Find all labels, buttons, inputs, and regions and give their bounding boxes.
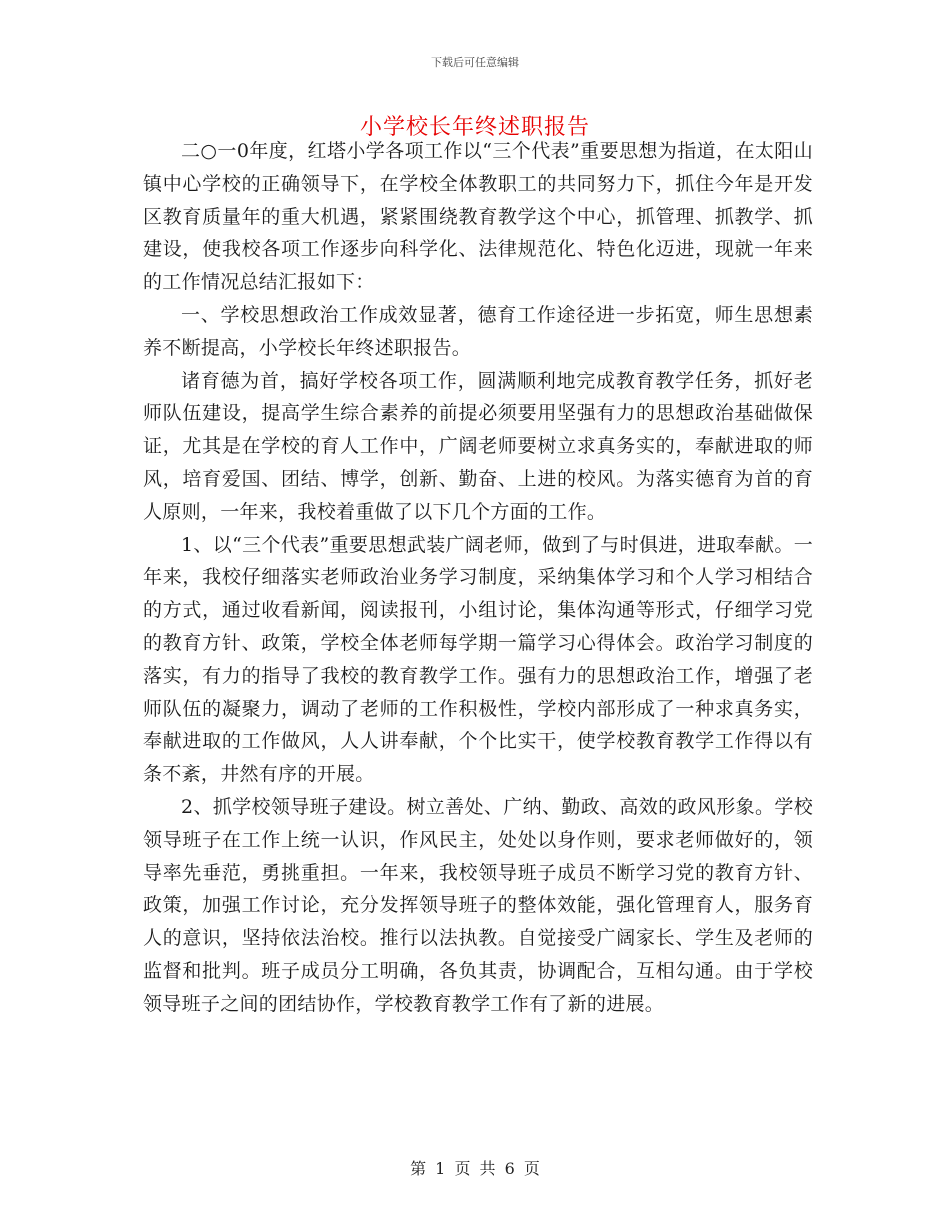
document-title: 小学校长年终述职报告 [359, 115, 590, 140]
paragraph-item-1: 1、以“三个代表”重要思想武装广阔老师，做到了与时俱进，进取奉献。一年来，我校仔细落实老师政治业务学习制度，采纳集体学习和个人学习相结合的方式，通过收看新闻，阅读报刊，小组讨论，集体沟通等形式，仔细学习党的教育方针、政策，学校全体老师每学期一篇学习心得体会。政治学习制度的落实，有力的指导了我校的教育教学工作。强有力的思想政治工作，增强了老师队伍的凝聚力，调动了老师的工作积极性，学校内部形成了一种求真务实，奉献进取的工作做风，人人讲奉献，个个比实干，使学校教育教学工作得以有条不紊，井然有序的开展。 [143, 533, 813, 786]
paragraph-item-2: 2、抓学校领导班子建设。树立善处、广纳、勤政、高效的政风形象。学校领导班子在工作上统一认识，作风民主，处处以身作则，要求老师做好的，领导率先垂范，勇挑重担。一年来，我校领导班子成员不断学习党的教育方针、政策，加强工作讨论，充分发挥领导班子的整体效能，强化管理育人，服务育人的意识，坚持依法治校。推行以法执教。自觉接受广阔家长、学生及老师的监督和批判。班子成员分工明确，各负其责，协调配合，互相勾通。由于学校领导班子之间的团结协作，学校教育教学工作有了新的进展。 [143, 795, 813, 1015]
page-number: 第 1 页 共 6 页 [410, 1159, 540, 1178]
paragraph-section-one: 一、学校思想政治工作成效显著，德育工作途径进一步拓宽，师生思想素养不断提高，小学校长年终述职报告。 [143, 303, 813, 359]
paragraph-intro: 二○一0年度，红塔小学各项工作以“三个代表”重要思想为指道，在太阳山镇中心学校的正确领导下，在学校全体教职工的共同努力下，抓住今年是开发区教育质量年的重大机遇，紧紧围绕教育教学这个中心，抓管理、抓教学、抓建设，使我校各项工作逐步向科学化、法律规范化、特色化迈进，现就一年来的工作情况总结汇报如下： [143, 140, 813, 294]
header-note: 下载后可任意编辑 [431, 56, 519, 69]
paragraph-moral-education: 诸育德为首，搞好学校各项工作，圆满顺利地完成教育教学任务，抓好老师队伍建设，提高学生综合素养的前提必须要用坚强有力的思想政治基础做保证，尤其是在学校的育人工作中，广阔老师要树立求真务实的，奉献进取的师风，培育爱国、团结、博学，创新、勤奋、上进的校风。为落实德育为首的育人原则，一年来，我校着重做了以下几个方面的工作。 [143, 369, 813, 523]
document-body [143, 135, 813, 1021]
